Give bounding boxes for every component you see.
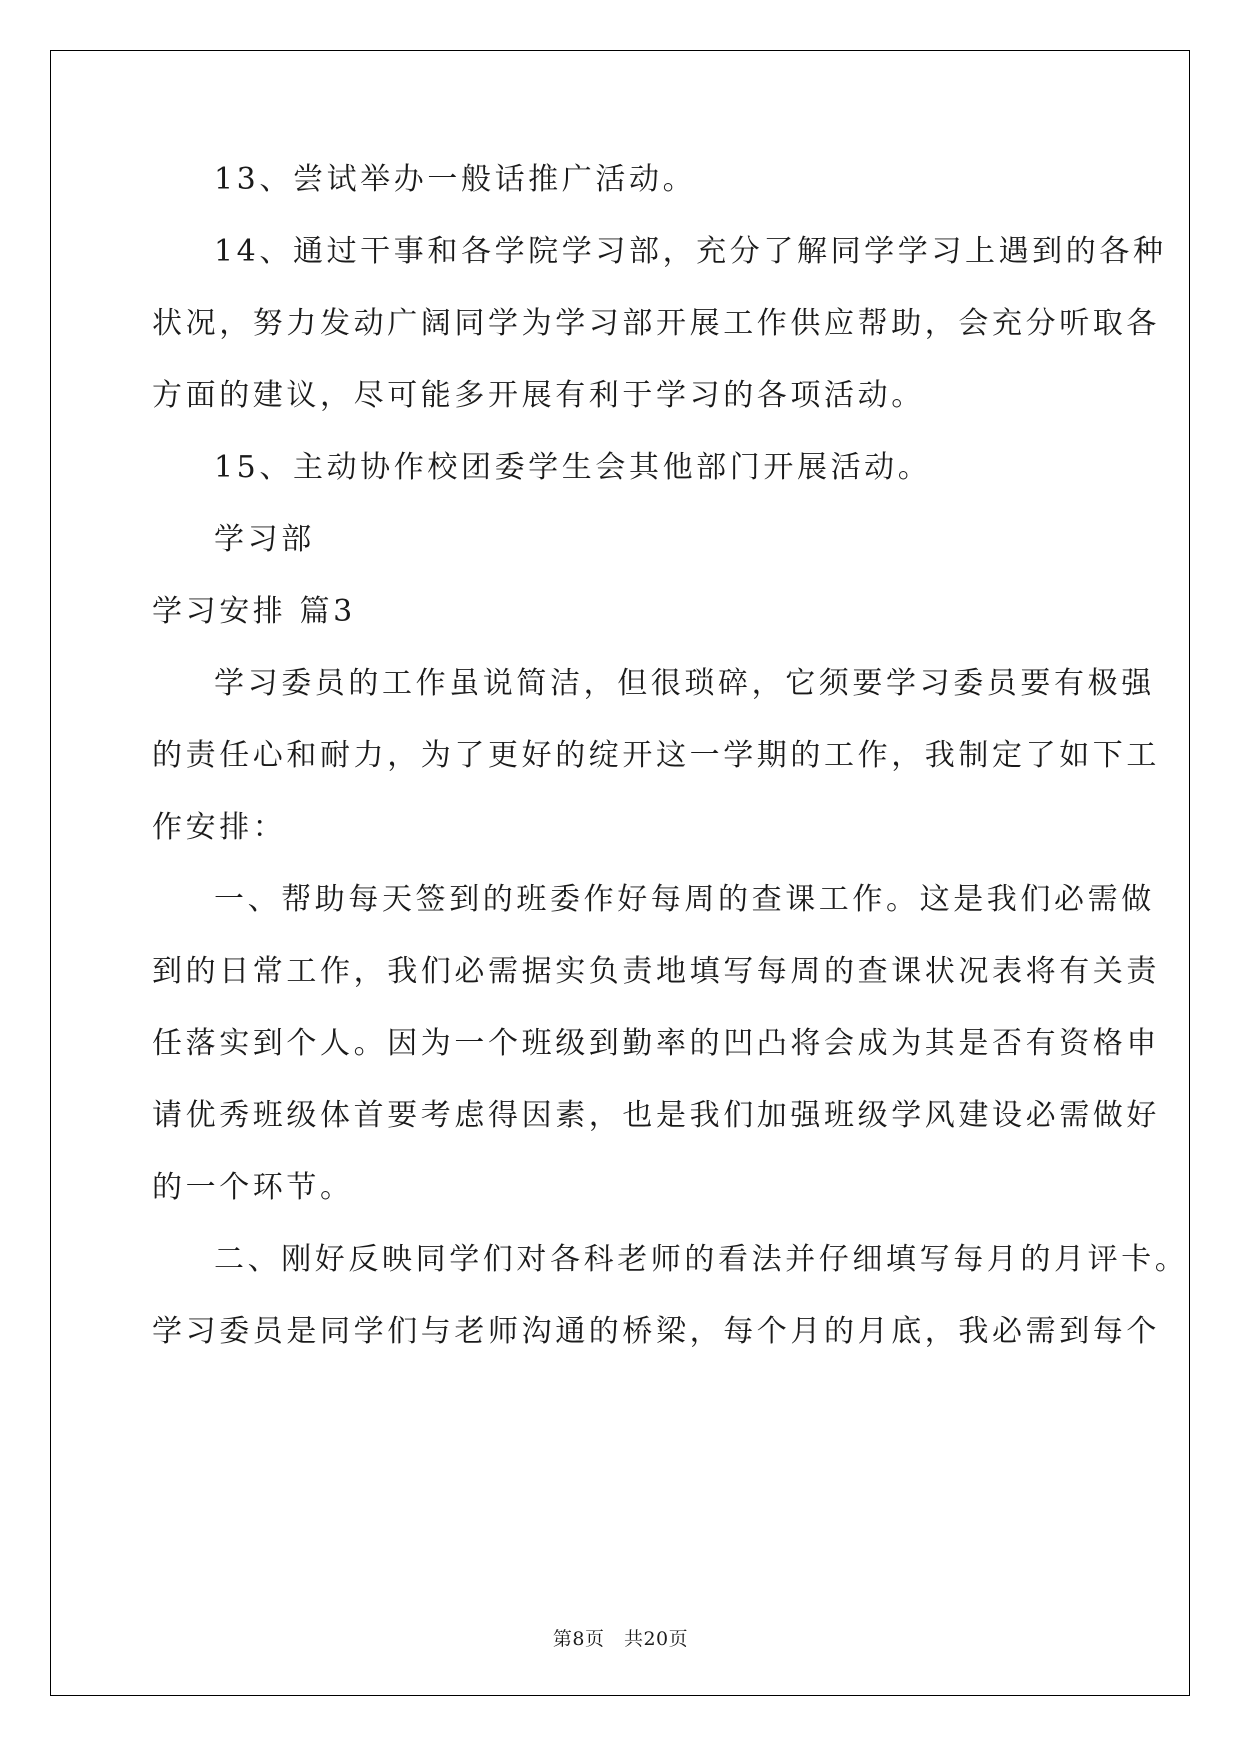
text-line: 请优秀班级体首要考虑得因素，也是我们加强班级学风建设必需做好 <box>152 1098 1160 1133</box>
section-heading: 学习安排 篇3 <box>152 594 356 629</box>
page-border <box>50 50 1190 1696</box>
page-number: 第8页 共20页 <box>552 1628 689 1650</box>
text-line: 二、刚好反映同学们对各科老师的看法并仔细填写每月的月评卡。 <box>214 1242 1189 1277</box>
text-line: 方面的建议，尽可能多开展有利于学习的各项活动。 <box>152 378 925 413</box>
text-line: 到的日常工作，我们必需据实负责地填写每周的查课状况表将有关责 <box>152 954 1160 989</box>
text-line: 学习委员的工作虽说简洁，但很琐碎，它须要学习委员要有极强 <box>214 666 1155 701</box>
signature-line: 学习部 <box>214 522 315 557</box>
text-line: 13、尝试举办一般话推广活动。 <box>214 162 697 197</box>
text-line: 状况，努力发动广阔同学为学习部开展工作供应帮助，会充分听取各 <box>152 306 1160 341</box>
text-line: 一、帮助每天签到的班委作好每周的查课工作。这是我们必需做 <box>214 882 1155 917</box>
text-line: 的一个环节。 <box>152 1170 354 1205</box>
text-line: 作安排： <box>152 810 287 845</box>
text-line: 14、通过干事和各学院学习部，充分了解同学学习上遇到的各种 <box>214 234 1167 269</box>
text-line: 学习委员是同学们与老师沟通的桥梁，每个月的月底，我必需到每个 <box>152 1314 1160 1349</box>
text-line: 15、主动协作校团委学生会其他部门开展活动。 <box>214 450 932 485</box>
text-line: 的责任心和耐力，为了更好的绽开这一学期的工作，我制定了如下工 <box>152 738 1160 773</box>
text-line: 任落实到个人。因为一个班级到勤率的凹凸将会成为其是否有资格申 <box>152 1026 1160 1061</box>
